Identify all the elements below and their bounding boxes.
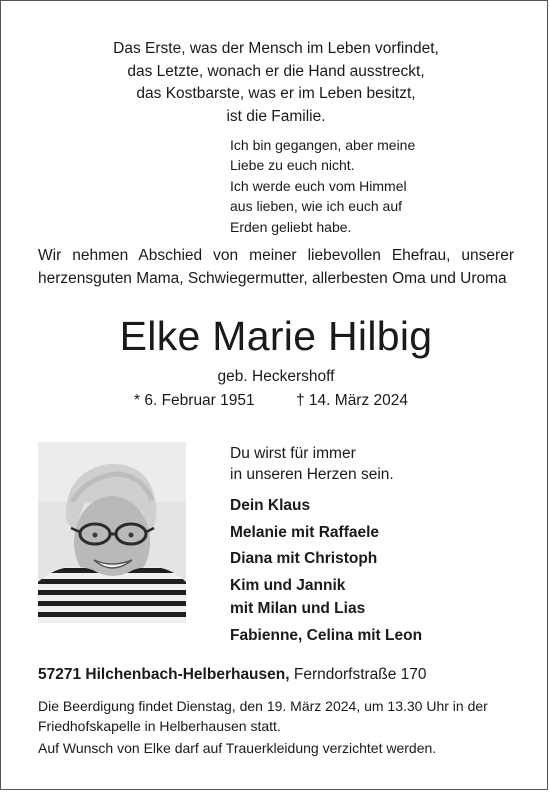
verse-line: Ich bin gegangen, aber meine (230, 137, 416, 153)
intro-text: Wir nehmen Abschied von meiner liebevollen Ehefrau, unserer herzensguten Mama, Schwiegermutter, allerbesten Oma und Uroma (38, 247, 514, 287)
family-quote (1, 38, 550, 128)
quote-line: Das Erste, was der Mensch im Leben vorfindet, (113, 40, 439, 57)
verse-line: Erden geliebt habe. (230, 218, 352, 235)
mourner-entry: Fabienne, Celina mit Leon (230, 626, 423, 644)
clothing-wish: Auf Wunsch von Elke darf auf Trauerkleidung verzichtet werden. (38, 740, 437, 756)
quote-line: das Kostbarste, was er im Leben besitzt, (136, 85, 416, 102)
verse-line: Ich werde euch vom Himmel (230, 177, 407, 194)
farewell-verse (230, 135, 415, 237)
quote-line: ist die Familie. (226, 107, 326, 125)
verse-line: aus lieben, wie ich euch auf (230, 198, 402, 215)
remember-line: Du wirst für immer (230, 445, 356, 462)
mourner-entry: mit Milan und Lias (230, 599, 366, 617)
birth-date: * 6. Februar 1951 (134, 392, 255, 409)
portrait-photo (38, 442, 186, 623)
mourners-list (230, 491, 422, 647)
portrait-image (38, 442, 186, 623)
deceased-name: Elke Marie Hilbig (119, 313, 433, 359)
verse-line: Liebe zu euch nicht. (230, 157, 355, 174)
address-place: 57271 Hilchenbach-Helberhausen, (38, 666, 290, 683)
mourning-address (38, 666, 427, 684)
quote-line: das Letzte, wonach er die Hand ausstreckt, (127, 62, 425, 80)
maiden-name: geb. Heckershoff (217, 368, 335, 385)
remember-line: in unseren Herzen sein. (230, 465, 394, 483)
funeral-info: Die Beerdigung findet Dienstag, den 19. März 2024, um 13.30 Uhr in der Friedhofskapelle in Helberhausen statt. (38, 698, 488, 734)
remember-text (230, 444, 394, 485)
address-street: Ferndorfstraße 170 (293, 666, 427, 683)
mourner-entry: Melanie mit Raffaele (230, 523, 380, 541)
death-date: † 14. März 2024 (296, 392, 409, 409)
mourner-entry: Dein Klaus (230, 497, 311, 514)
mourner-entry: Diana mit Christoph (230, 550, 378, 568)
mourner-entry: Kim und Jannik (230, 577, 346, 595)
